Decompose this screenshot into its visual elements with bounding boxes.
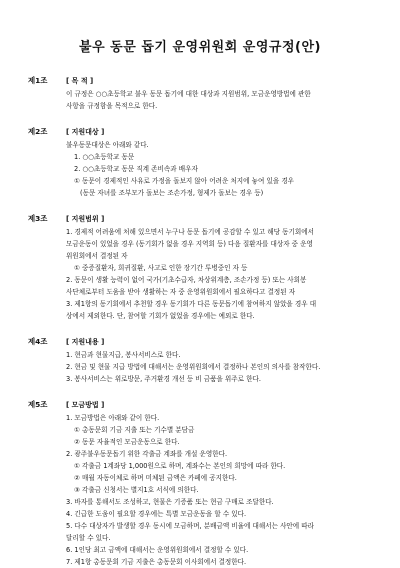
- article-body: [66, 213, 372, 322]
- article-line: 7. 제1항 총동문회 기금 지출은 총동문회 이사회에서 결정한다.: [66, 558, 247, 566]
- article-3: [28, 213, 372, 322]
- article-line: 이 규정은 ○○초등학교 불우 동문 돕기에 대한 대상과 지원범위, 모금운영방법에 관한: [66, 90, 311, 98]
- article-line: 2. 동문이 생활 능력이 없어 국가(기초수급자, 차상위계층, 조손가정 등) 또는 사회봉: [66, 276, 307, 284]
- article-line: 사항을 규정함을 목적으로 한다.: [66, 102, 158, 110]
- document-title: 불우 동문 돕기 운영위원회 운영규정(안): [79, 40, 321, 55]
- article-line: 2. 현금 및 현물 지급 방법에 대해서는 운영위원회에서 결정하나 본인의 의사를 참작한다.: [66, 363, 321, 371]
- article-number: 제5조: [28, 400, 48, 409]
- article-line: 6. 1인당 최고 금액에 대해서는 운영위원회에서 결정할 수 있다.: [66, 546, 249, 554]
- article-heading: [ 목 적 ]: [66, 77, 94, 85]
- article-line: 모금운동이 있었을 경우 (동기회가 없을 경우 지역회 등) 다음 질환자를 대상자 중 운영: [66, 240, 313, 248]
- article-number: 제2조: [28, 127, 48, 136]
- article-line: 달리할 수 있다.: [66, 534, 111, 542]
- article-line: 5. 다수 대상자가 발생할 경우 동시에 모금하며, 분배금액 비율에 대해서는 사안에 따라: [66, 522, 315, 530]
- article-line: (동문 자녀를 조부모가 돌보는 조손가정, 형제가 돌보는 경우 등): [80, 189, 264, 197]
- article-line: ① 중증질환자, 희귀질환, 사고로 인한 장기간 투병중인 자 등: [74, 264, 248, 272]
- article-line: ② 매월 자동이체로 하며 미체된 금액은 카페에 공지한다.: [74, 474, 237, 482]
- article-line: ① 동문이 경제적인 사유로 가정을 돌보지 않아 어려운 처지에 놓여 있을 경우: [74, 177, 295, 185]
- article-4: [28, 336, 372, 385]
- article-line: 1. 모금방법은 아래와 같이 한다.: [66, 414, 160, 422]
- article-number: 제1조: [28, 76, 48, 85]
- article-line: 1. ○○초등학교 동문: [74, 153, 135, 161]
- article-heading: [ 지원내용 ]: [66, 338, 105, 346]
- article-5: [28, 399, 372, 568]
- article-line: ① 총동문회 기금 지출 또는 기수별 분담금: [74, 426, 195, 434]
- article-line: 3. 바자를 통해서도 조성하고, 현물은 기증품 또는 현금 구매로 조달한다.: [66, 498, 274, 506]
- article-line: 위원회에서 결정된 자: [66, 252, 128, 260]
- article-line: ① 각출금 1계좌당 1,000원으로 하며, 계좌수는 본인의 희망에 따라 한다.: [74, 462, 286, 470]
- article-line: ② 동문 자율적인 모금운동으로 한다.: [74, 438, 180, 446]
- article-number: 제3조: [28, 214, 48, 223]
- article-line: 2. ○○초등학교 동문 직계 존비속과 배우자: [74, 165, 198, 173]
- article-line: 사단체로부터 도움을 받아 생활하는 자 중 운영위원회에서 필요하다고 결정된 자: [66, 288, 296, 296]
- article-heading: [ 모금방법 ]: [66, 401, 105, 409]
- article-line: 1. 현금과 현물지급, 봉사서비스로 한다.: [66, 351, 181, 359]
- article-line: 1. 경제적 어려움에 처해 있으면서 누구나 동문 돕기에 공감할 수 있고 해당 동기회에서: [66, 228, 315, 236]
- article-line: ③ 각출금 신청서는 별지1호 서식에 의한다.: [74, 486, 199, 494]
- article-1: [28, 75, 372, 112]
- article-line: 불우동문대상은 아래와 같다.: [66, 141, 149, 149]
- article-body: [66, 336, 372, 385]
- article-line: 3. 봉사서비스는 위로방문, 주거환경 개선 등 비 금품을 위주로 한다.: [66, 375, 261, 383]
- article-line: 3. 제1항의 동기회에서 추천할 경우 동기회가 다른 동문돕기에 참여하지 않았을 경우 대: [66, 300, 317, 308]
- article-2: [28, 126, 372, 199]
- article-heading: [ 지원대상 ]: [66, 128, 105, 136]
- article-heading: [ 지원범위 ]: [66, 215, 105, 223]
- article-body: [66, 75, 372, 112]
- article-line: 4. 긴급한 도움이 필요할 경우에는 특별 모금운동을 할 수 있다.: [66, 510, 247, 518]
- article-body: [66, 126, 372, 199]
- article-number: 제4조: [28, 337, 48, 346]
- article-line: 2. 광주불우동문돕기 위한 각출금 계좌를 개설 운영한다.: [66, 450, 228, 458]
- article-body: [66, 399, 372, 568]
- article-line: 상에서 제외한다. 단, 참여할 기회가 없었을 경우에는 예외로 한다.: [66, 312, 255, 320]
